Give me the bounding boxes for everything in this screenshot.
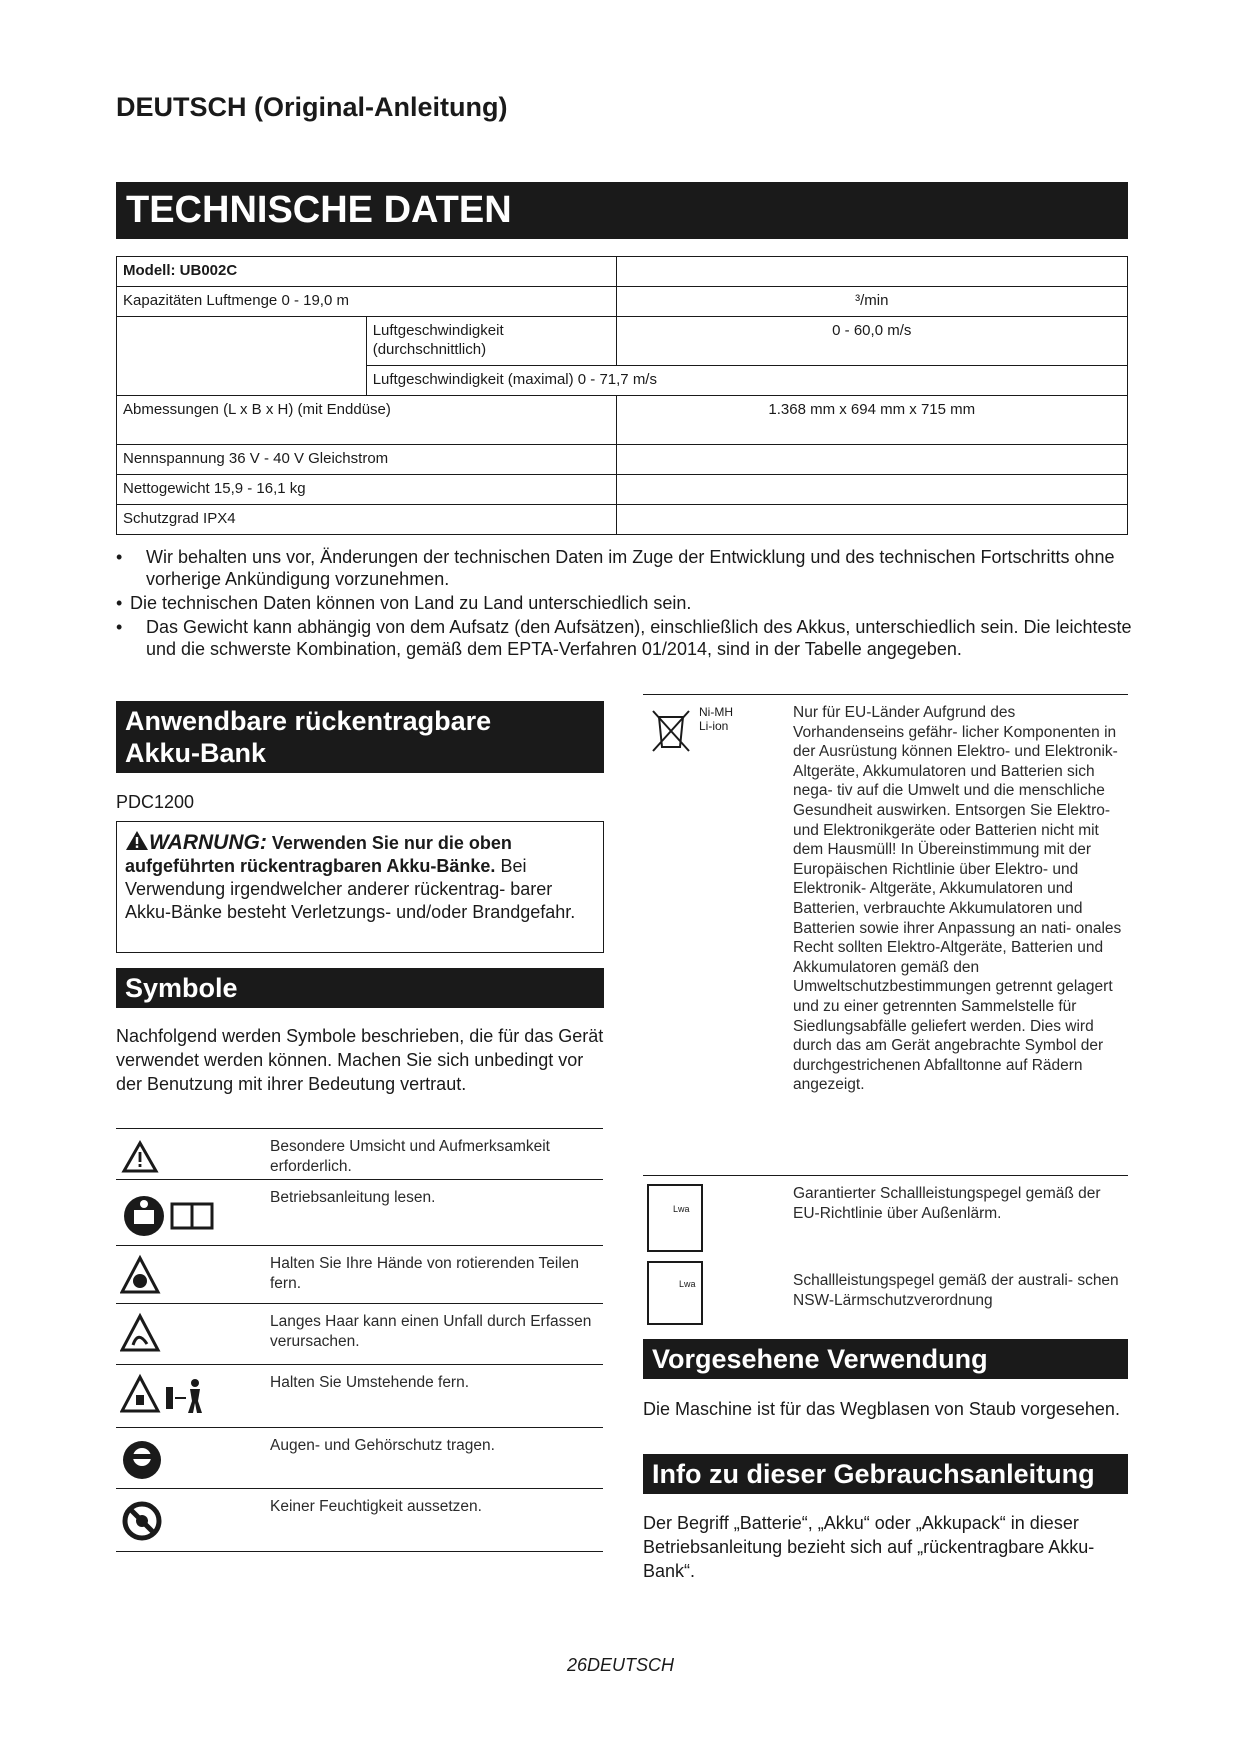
table-row: [117, 257, 1128, 287]
weee-battery-types: Ni-MH Li-ion: [699, 705, 733, 733]
eye-ear-protection-icon: [120, 1436, 270, 1486]
list-item: • Das Gewicht kann abhängig von dem Aufsatz (den Aufsätzen), einschließlich des Akkus, unterschiedlich sein. Die leichteste und die schwerste Kombination, gemäß dem EPTA-Verfahren 01/2014, sind in der Tabelle angegeben.: [116, 617, 1132, 659]
list-item: • Die technischen Daten können von Land zu Land unterschiedlich sein.: [116, 593, 692, 613]
bystanders-icon: [120, 1373, 270, 1423]
table-row: [116, 1488, 603, 1552]
symbol-description: Nur für EU-Länder Aufgrund des Vorhandenseins gefähr- licher Komponenten in der Ausrüstung können Elektro- und Elektronik-Altgeräte, Akkumulatoren und Batterien sich nega- tiv auf die Umwelt und die menschliche Gesundheit auswirken. Entsorgen Sie Elektro- und Elektronikgeräte oder Batterien nicht mit dem Hausmüll! In Übereinstimmung mit der Europäischen Richtlinie über Elektro- und Elektronik- Altgeräte, Akkumulatoren und Batterien, verbrauchte Akkumulatoren und Batterien sowie ihrer Anpassung an nati- onales Recht sollten Elektro-Altgeräte, Batterien und Akkumulatoren gemäß den Umweltschutzbestimmungen getrennt gelagert und zu einer getrennten Sammelstelle für Siedlungsabfälle geliefert werden. Dies wird durch das am Gerät angebrachte Symbol der durchgestrichenen Abfalltonne auf Rädern angezeigt.: [793, 704, 1122, 1094]
rotating-parts-icon: [120, 1254, 270, 1304]
table-row: [116, 1245, 603, 1303]
spec-dimensions-label: Abmessungen (L x B x H) (mit Enddüse): [117, 396, 617, 445]
symbol-description: Keiner Feuchtigkeit aussetzen.: [270, 1498, 482, 1515]
intended-use-text: Die Maschine ist für das Wegblasen von Staub vorgesehen.: [643, 1399, 1120, 1419]
manual-info-text: Der Begriff „Batterie“, „Akku“ oder „Akkupack“ in dieser Betriebsanleitung bezieht sich auf „rückentragbare Akku-Bank“.: [643, 1513, 1095, 1581]
spec-dimensions-value: 1.368 mm x 694 mm x 715 mm: [616, 396, 1127, 445]
section-title-technical-data: TECHNISCHE DATEN: [116, 182, 1128, 239]
table-row: [117, 475, 1128, 505]
read-manual-icon: [120, 1192, 270, 1242]
table-row: [116, 1427, 603, 1488]
symbol-description: Halten Sie Ihre Hände von rotierenden Teilen fern.: [270, 1255, 580, 1292]
section-title-manual-info: Info zu dieser Gebrauchsanleitung: [643, 1454, 1128, 1494]
noise-level-au-icon: Lwa: [647, 1261, 703, 1325]
warning-bold-text: Verwenden Sie nur die oben aufgeführten rückentragbaren Akku-Bänke.: [125, 833, 512, 876]
list-item: • Wir behalten uns vor, Änderungen der technischen Daten im Zuge der Entwicklung und des technischen Fortschritts ohne vorherige Ankündigung vorzunehmen.: [116, 547, 1115, 589]
table-row: [116, 1364, 603, 1427]
language-header: DEUTSCH (Original-Anleitung): [116, 92, 508, 122]
spec-table: [116, 256, 1128, 535]
symbol-table: [116, 1128, 603, 1552]
spec-avg-speed-label: Luftgeschwindigkeit (durchschnittlich): [366, 317, 616, 366]
table-row: [117, 317, 1128, 366]
warning-heading: WARNUNG:: [149, 831, 267, 854]
spec-voltage: Nennspannung 36 V - 40 V Gleichstrom: [117, 445, 617, 475]
symbols-intro: Nachfolgend werden Symbole beschrieben, die für das Gerät verwendet werden können. Machen Sie sich unbedingt vor der Benutzung mit ihrer Bedeutung vertraut.: [116, 1026, 604, 1094]
table-row: [116, 1179, 603, 1245]
section-title-battery: Anwendbare rückentragbare Akku-Bank: [116, 701, 604, 773]
symbol-description: Besondere Umsicht und Aufmerksamkeit erforderlich.: [270, 1138, 550, 1175]
table-row: [643, 694, 1128, 1175]
spec-protection: Schutzgrad IPX4: [117, 505, 617, 535]
spec-capacity-label: Kapazitäten Luftmenge 0 - 19,0 m: [117, 287, 617, 317]
warning-text: Bei Verwendung irgendwelcher anderer rückentrag- barer Akku-Bänke besteht Verletzungs- und/oder Brandgefahr.: [125, 856, 576, 922]
right-symbol-table: [643, 694, 1128, 1345]
page-footer: 26DEUTSCH: [566, 1655, 675, 1675]
symbol-description: Garantierter Schallleistungspegel gemäß der EU-Richtlinie über Außenlärm.: [793, 1185, 1101, 1222]
spec-capacity-value: ³/min: [616, 287, 1127, 317]
table-row: [116, 1303, 603, 1364]
symbol-description: Betriebsanleitung lesen.: [270, 1189, 436, 1206]
warning-box: [116, 821, 604, 953]
spec-max-speed-label: Luftgeschwindigkeit (maximal) 0 - 71,7 m/s: [366, 366, 1127, 396]
symbol-description: Augen- und Gehörschutz tragen.: [270, 1437, 495, 1454]
table-row: [116, 1128, 603, 1179]
spec-model: Modell: UB002C: [117, 257, 617, 287]
long-hair-icon: [120, 1312, 270, 1362]
spec-weight: Nettogewicht 15,9 - 16,1 kg: [117, 475, 617, 505]
section-title-symbols: Symbole: [116, 968, 604, 1008]
symbol-description: Schallleistungspegel gemäß der australi- schen NSW-Lärmschutzverordnung: [793, 1272, 1119, 1309]
battery-model: PDC1200: [116, 792, 195, 812]
table-row: [117, 505, 1128, 535]
crossed-bin-icon: [647, 705, 695, 755]
no-moisture-icon: [120, 1497, 270, 1547]
warning-icon: [125, 830, 149, 851]
table-row: [117, 445, 1128, 475]
table-row: [643, 1175, 1128, 1257]
symbol-description: Langes Haar kann einen Unfall durch Erfassen verursachen.: [270, 1313, 592, 1350]
spec-avg-speed-value: 0 - 60,0 m/s: [616, 317, 1127, 366]
section-title-intended-use: Vorgesehene Verwendung: [643, 1339, 1128, 1379]
table-row: [117, 287, 1128, 317]
spec-notes: [116, 546, 1136, 662]
table-row: [643, 1257, 1128, 1345]
table-row: [117, 396, 1128, 445]
noise-level-eu-icon: Lwa: [647, 1184, 703, 1252]
symbol-description: Halten Sie Umstehende fern.: [270, 1374, 470, 1391]
